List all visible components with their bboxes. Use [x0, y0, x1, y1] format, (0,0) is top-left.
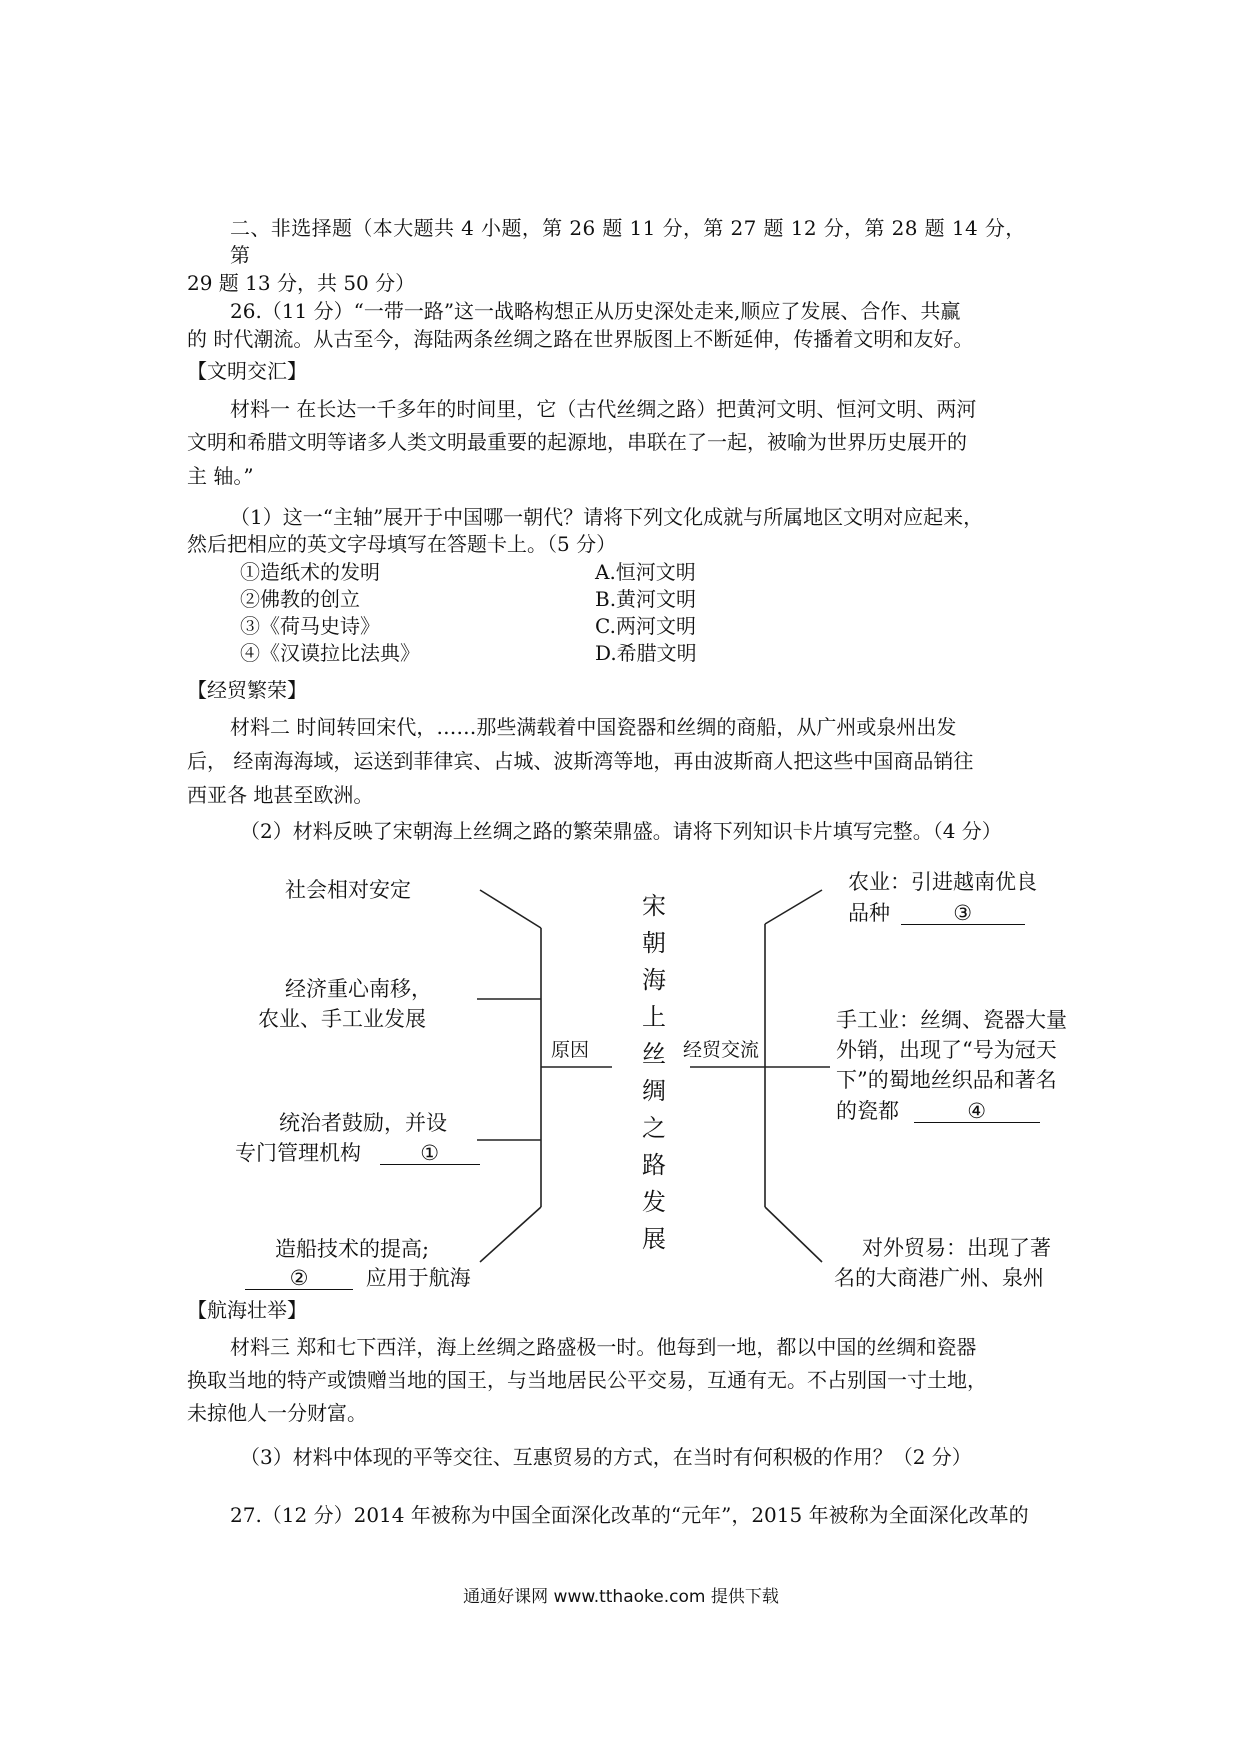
right-craft-line4 [836, 1097, 1040, 1125]
right-craft-line3: 下”的蜀地丝织品和著名 [836, 1068, 1057, 1092]
left-item-2: ②佛教的创立 [240, 587, 360, 611]
material1-line3: 主 轴。” [187, 464, 254, 488]
material2-line2: 后， 经南海海域，运送到菲律宾、占城、波斯湾等地，再由波斯商人把这些中国商品销往 [187, 749, 974, 773]
diagram-vertical-title [636, 888, 672, 1258]
q26-intro-line1: 26.（11 分）“一带一路”这一战略构想正从历史深处走来,顺应了发展、合作、共赢 [230, 299, 961, 323]
right-trade-line2: 名的大商港广州、泉州 [834, 1266, 1044, 1290]
q3-prompt: （3）材料中体现的平等交往、互惠贸易的方式，在当时有何积极的作用？（2 分） [240, 1445, 972, 1469]
title-char: 丝 [642, 1040, 666, 1068]
left-item-3: ③《荷马史诗》 [240, 614, 380, 638]
right-item-d: D.希腊文明 [595, 641, 697, 665]
title-char: 宋 [642, 892, 666, 920]
material3-line3: 未掠他人一分财富。 [187, 1401, 367, 1425]
right-item-c: C.两河文明 [595, 614, 696, 638]
right-branch-top [765, 890, 822, 924]
left-reason-a: 社会相对安定 [285, 878, 411, 902]
blank-1: ① [380, 1142, 480, 1165]
material1-line1: 材料一 在长达一千多年的时间里，它（古代丝绸之路）把黄河文明、恒河文明、两河 [230, 397, 977, 421]
right-item-a: A.恒河文明 [595, 560, 696, 584]
right-agri-text: 品种 [848, 901, 890, 925]
section-header-line2: 29 题 13 分，共 50 分） [187, 271, 416, 295]
left-reason-d-line2 [245, 1264, 471, 1292]
material1-line2: 文明和希腊文明等诸多人类文明最重要的起源地，串联在了一起，被喻为世界历史展开的 [187, 430, 967, 454]
blank-3: ③ [901, 902, 1025, 925]
title-char: 展 [642, 1225, 666, 1253]
title-char: 发 [642, 1188, 666, 1216]
left-reason-c-line1: 统治者鼓励，并设 [279, 1111, 447, 1135]
diagram-right-label: 经贸交流 [683, 1039, 760, 1061]
left-reason-b-line1: 经济重心南移， [285, 977, 432, 1001]
title-char: 上 [642, 1003, 666, 1031]
right-trade-line1: 对外贸易：出现了著 [862, 1236, 1051, 1260]
q1-line2: 然后把相应的英文字母填写在答题卡上。（5 分） [187, 532, 617, 556]
title-char: 朝 [642, 929, 666, 957]
section-header-line1b: 第 [230, 243, 250, 267]
material3-line1: 材料三 郑和七下西洋，海上丝绸之路盛极一时。他每到一地，都以中国的丝绸和瓷器 [230, 1335, 977, 1359]
q26-intro-line2: 的 时代潮流。从古至今，海陆两条丝绸之路在世界版图上不断延伸，传播着文明和友好。 [187, 327, 974, 351]
title-char: 海 [642, 966, 666, 994]
title-char: 之 [642, 1114, 666, 1142]
heading-jingmao-fanrong: 【经贸繁荣】 [187, 678, 307, 702]
section-header-line1: 二、非选择题（本大题共 4 小题，第 26 题 11 分，第 27 题 12 分，第 28 题 14 分， [230, 216, 1026, 240]
material3-line2: 换取当地的特产或馈赠当地的国王，与当地居民公平交易，互通有无。不占别国一寸土地， [187, 1368, 987, 1392]
q2-prompt: （2）材料反映了宋朝海上丝绸之路的繁荣鼎盛。请将下列知识卡片填写完整。（4 分） [240, 819, 1002, 843]
material2-line3: 西亚各 地甚至欧洲。 [187, 783, 374, 807]
left-reason-d-text: 应用于航海 [365, 1266, 471, 1290]
left-item-4: ④《汉谟拉比法典》 [240, 641, 420, 665]
heading-hanghai-zhuangju: 【航海壮举】 [187, 1298, 307, 1322]
left-branch-top [480, 890, 541, 928]
left-reason-c-line2 [235, 1139, 480, 1167]
left-reason-c-text: 专门管理机构 [235, 1141, 361, 1165]
heading-wenming-jiaohui: 【文明交汇】 [187, 359, 307, 383]
left-reason-b-line2: 农业、手工业发展 [258, 1007, 426, 1031]
diagram-left-label: 原因 [551, 1039, 590, 1061]
title-char: 绸 [642, 1077, 666, 1105]
right-agri-line1: 农业：引进越南优良 [848, 870, 1037, 894]
page-footer: 通通好课网 www.tthaoke.com 提供下载 [463, 1587, 779, 1607]
title-char: 路 [642, 1151, 666, 1179]
left-branch-bottom [480, 1207, 541, 1262]
left-item-1: ①造纸术的发明 [240, 560, 380, 584]
right-branch-bottom [765, 1207, 822, 1262]
blank-2: ② [245, 1267, 353, 1290]
right-item-b: B.黄河文明 [595, 587, 697, 611]
right-craft-text: 的瓷都 [836, 1099, 899, 1123]
left-reason-d-line1: 造船技术的提高; [275, 1237, 430, 1261]
q1-line1: （1）这一“主轴”展开于中国哪一朝代？请将下列文化成就与所属地区文明对应起来， [230, 505, 984, 529]
right-craft-line1: 手工业：丝绸、瓷器大量 [836, 1008, 1067, 1032]
right-craft-line2: 外销，出现了“号为冠天 [836, 1038, 1057, 1062]
blank-4: ④ [914, 1100, 1040, 1123]
q27-intro: 27.（12 分）2014 年被称为中国全面深化改革的“元年”，2015 年被称为全面深化改革的 [230, 1503, 1029, 1527]
right-agri-line2 [848, 899, 1025, 927]
material2-line1: 材料二 时间转回宋代，……那些满载着中国瓷器和丝绸的商船，从广州或泉州出发 [230, 715, 957, 739]
